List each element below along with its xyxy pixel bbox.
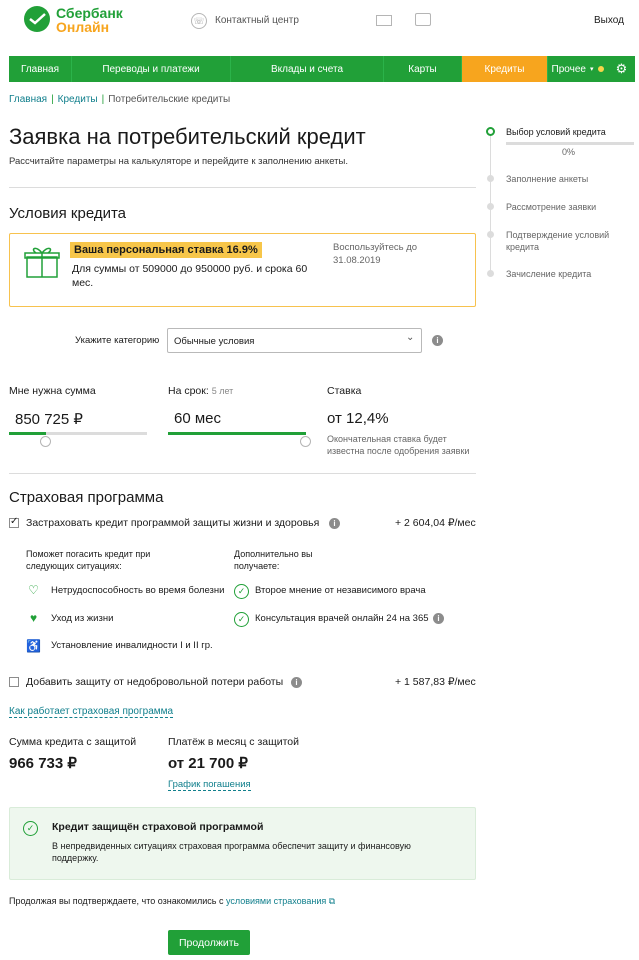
total-value: 966 733 ₽	[9, 755, 77, 772]
breadcrumb-home[interactable]: Главная	[9, 94, 48, 105]
term-input[interactable]: 60 мес	[174, 410, 222, 427]
check-circle-icon: ✓	[234, 584, 249, 599]
amount-slider-handle[interactable]	[40, 436, 51, 447]
conditions-title: Условия кредита	[9, 205, 127, 222]
page-title: Заявка на потребительский кредит	[9, 124, 366, 149]
page-subtitle: Рассчитайте параметры на калькуляторе и перейдите к заполнению анкеты.	[9, 156, 348, 167]
breadcrumb-credits[interactable]: Кредиты	[57, 94, 98, 105]
life-insurance-price: + 2 604,04 ₽/мес	[395, 517, 476, 529]
main-nav	[9, 56, 635, 82]
mail-icon[interactable]	[376, 15, 392, 26]
chat-icon[interactable]	[415, 13, 431, 26]
continue-button[interactable]: Продолжить	[168, 930, 250, 955]
schedule-link[interactable]: График погашения	[168, 779, 251, 790]
term-slider-handle[interactable]	[300, 436, 311, 447]
job-insurance-label[interactable]: Добавить защиту от недобровольной потери работы	[26, 676, 284, 688]
amount-input[interactable]: 850 725 ₽	[15, 411, 83, 428]
personal-rate-badge: Ваша персональная ставка 16.9%	[70, 242, 262, 258]
step-active-icon	[486, 127, 495, 136]
extra-item: Второе мнение от независимого врача	[255, 585, 426, 596]
life-insurance-checkbox[interactable]	[9, 518, 19, 528]
term-slider-fill	[168, 432, 306, 435]
nav-item-cards[interactable]: Карты	[384, 56, 462, 82]
settings-gear-icon[interactable]: ⚙	[615, 61, 628, 76]
nav-item-credits[interactable]: Кредиты	[462, 56, 548, 82]
step-label: Подтверждение условий кредита	[506, 230, 610, 252]
life-insurance-label[interactable]: Застраховать кредит программой защиты жизни и здоровья	[26, 517, 320, 529]
extra-title: Дополнительно вы получаете:	[234, 549, 313, 571]
info-icon[interactable]: i	[432, 335, 443, 346]
term-slider-track[interactable]	[168, 432, 306, 435]
help-item: Нетрудоспособность во время болезни	[51, 585, 225, 596]
contact-center-link[interactable]: Контактный центр	[215, 15, 299, 26]
term-label-text: На срок:	[168, 385, 209, 397]
divider	[9, 473, 476, 474]
heart-hands-icon: ♥	[29, 611, 38, 625]
offer-text: Для суммы от 509000 до 950000 руб. и срока 60 мес.	[72, 263, 308, 289]
logo-text-online: Онлайн	[56, 19, 110, 35]
job-insurance-price: + 1 587,83 ₽/мес	[395, 676, 476, 688]
wheelchair-icon: ♿	[26, 639, 41, 653]
notification-dot	[598, 66, 604, 72]
step-dot	[487, 270, 494, 277]
term-hint: 5 лет	[211, 386, 234, 396]
nav-item-home[interactable]: Главная	[9, 56, 72, 82]
rate-value: от 12,4%	[327, 410, 389, 427]
how-insurance-works-link[interactable]: Как работает страховая программа	[9, 706, 174, 717]
external-link-icon: ⧉	[328, 896, 336, 906]
amount-slider-track[interactable]	[9, 432, 147, 435]
step-dot	[487, 203, 494, 210]
breadcrumb: Главная | Кредиты | Потребительские кредиты	[9, 94, 231, 105]
phone-icon[interactable]: ☏	[191, 13, 207, 29]
amount-slider-fill	[9, 432, 46, 435]
total-label: Сумма кредита с защитой	[9, 736, 137, 748]
rate-label: Ставка	[327, 385, 362, 397]
help-item: Установление инвалидности I и II гр.	[51, 640, 213, 651]
monthly-label: Платёж в месяц с защитой	[168, 736, 300, 748]
category-select[interactable]: Обычные условия	[167, 328, 422, 353]
agree-text-main: Продолжая вы подтверждаете, что ознакомились с	[9, 896, 224, 906]
divider	[9, 187, 476, 188]
insurance-terms-link[interactable]: условиями страхования	[225, 896, 327, 906]
step-label: Рассмотрение заявки	[506, 202, 597, 212]
check-circle-icon: ✓	[234, 612, 249, 627]
step-dot	[487, 231, 494, 238]
step-label: Заполнение анкеты	[506, 174, 589, 184]
protection-title: Кредит защищён страховой программой	[52, 821, 264, 833]
nav-other-label: Прочее	[551, 63, 586, 75]
step-dot	[487, 175, 494, 182]
step-progress-value: 0%	[562, 147, 576, 157]
insurance-title: Страховая программа	[9, 489, 164, 506]
term-label	[168, 385, 233, 397]
category-label: Укажите категорию	[75, 335, 160, 346]
info-icon[interactable]: i	[329, 518, 340, 529]
protection-text: В непредвиденных ситуациях страховая программа обеспечит защиту и финансовую поддержку.	[52, 841, 411, 863]
offer-date: Воспользуйтесь до 31.08.2019	[333, 242, 418, 266]
breadcrumb-current: Потребительские кредиты	[108, 94, 231, 105]
help-item: Уход из жизни	[51, 613, 114, 624]
gift-icon	[24, 245, 60, 279]
nav-item-other[interactable]	[548, 56, 608, 82]
check-circle-icon: ✓	[23, 821, 38, 836]
job-insurance-checkbox[interactable]	[9, 677, 19, 687]
step-label-active: Выбор условий кредита	[506, 127, 606, 137]
info-icon[interactable]: i	[433, 613, 444, 624]
rate-note: Окончательная ставка будет известна после одобрения заявки	[327, 434, 470, 456]
heart-pulse-icon: ♡	[28, 583, 39, 597]
caret-down-icon: ▾	[589, 66, 594, 73]
logo-text-sberbank: Сбербанк	[56, 5, 123, 21]
steps-line	[490, 131, 491, 273]
exit-link[interactable]: Выход	[594, 15, 624, 26]
extra-item: Консультация врачей онлайн 24 на 365	[255, 613, 429, 624]
step-progress-bar	[506, 142, 634, 145]
monthly-value: от 21 700 ₽	[168, 755, 248, 772]
nav-item-transfers[interactable]: Переводы и платежи	[72, 56, 231, 82]
chevron-down-icon: ⌄	[406, 332, 415, 343]
agree-text	[9, 896, 335, 907]
step-label: Зачисление кредита	[506, 269, 592, 279]
amount-label: Мне нужна сумма	[9, 385, 96, 397]
help-title: Поможет погасить кредит при следующих ситуациях:	[26, 549, 151, 571]
nav-item-deposits[interactable]: Вклады и счета	[231, 56, 384, 82]
sberbank-logo-icon	[24, 6, 50, 32]
info-icon[interactable]: i	[291, 677, 302, 688]
